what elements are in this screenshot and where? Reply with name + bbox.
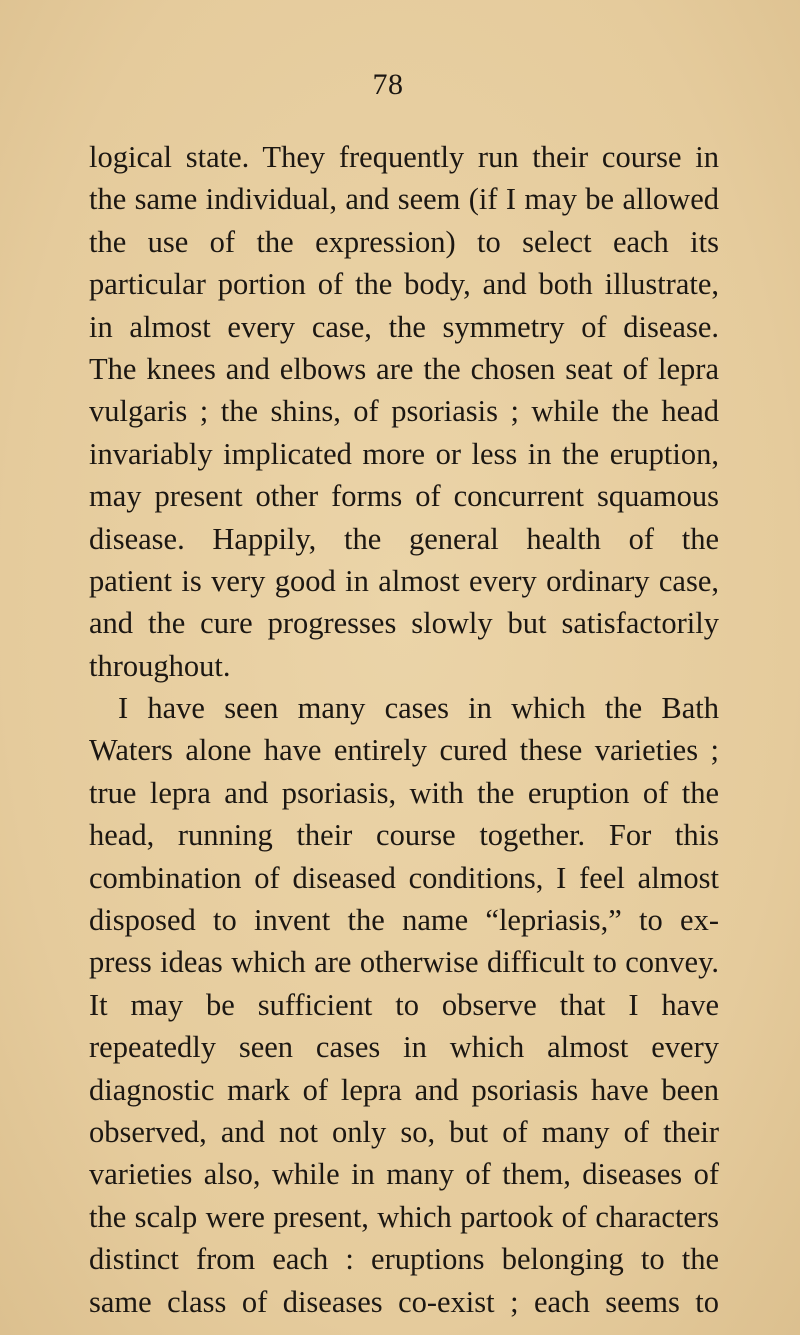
text-line: patient is very good in almost every ordinary case,: [89, 563, 719, 598]
text-line: invariably implicated more or less in the eruption,: [89, 436, 719, 471]
text-line: disease. Happily, the general health of the: [89, 521, 719, 556]
text-line: The knees and elbows are the chosen seat of lepra: [89, 351, 719, 386]
page-number: 78: [372, 68, 404, 101]
text-line: particular portion of the body, and both illustrate,: [89, 267, 719, 302]
text-line: distinct from each : eruptions belonging to the: [89, 1242, 719, 1277]
text-line: varieties also, while in many of them, diseases of: [89, 1157, 719, 1192]
text-line: Waters alone have entirely cured these varieties ;: [89, 733, 719, 768]
text-line: logical state. They frequently run their course in: [89, 140, 719, 174]
text-line: repeatedly seen cases in which almost every: [89, 1030, 719, 1065]
text-line: disposed to invent the name “lepriasis,” to ex-: [89, 903, 719, 938]
text-line: the same individual, and seem (if I may be allowed: [89, 182, 719, 217]
text-line: the use of the expression) to select each its: [89, 224, 719, 259]
text-line: may present other forms of concurrent squamous: [89, 479, 719, 514]
text-line: true lepra and psoriasis, with the eruption of the: [89, 775, 719, 810]
text-line: in almost every case, the symmetry of disease.: [89, 309, 719, 344]
text-line: I have seen many cases in which the Bath: [118, 691, 719, 726]
text-line: and the cure progresses slowly but satisfactorily: [89, 606, 719, 641]
text-line: the scalp were present, which partook of characters: [89, 1199, 719, 1234]
text-line: vulgaris ; the shins, of psoriasis ; while the head: [89, 394, 719, 429]
text-line: diagnostic mark of lepra and psoriasis have been: [89, 1072, 719, 1107]
text-line: press ideas which are otherwise difficult to convey.: [89, 945, 719, 980]
body-text: [89, 136, 719, 1323]
text-line: head, running their course together. For this: [89, 818, 719, 853]
text-line: observed, and not only so, but of many of their: [89, 1114, 719, 1149]
text-line: combination of diseased conditions, I feel almost: [89, 860, 719, 895]
text-line: same class of diseases co-exist ; each seems to: [89, 1284, 719, 1319]
text-line: throughout.: [89, 648, 231, 683]
text-line: It may be sufficient to observe that I have: [89, 987, 719, 1022]
